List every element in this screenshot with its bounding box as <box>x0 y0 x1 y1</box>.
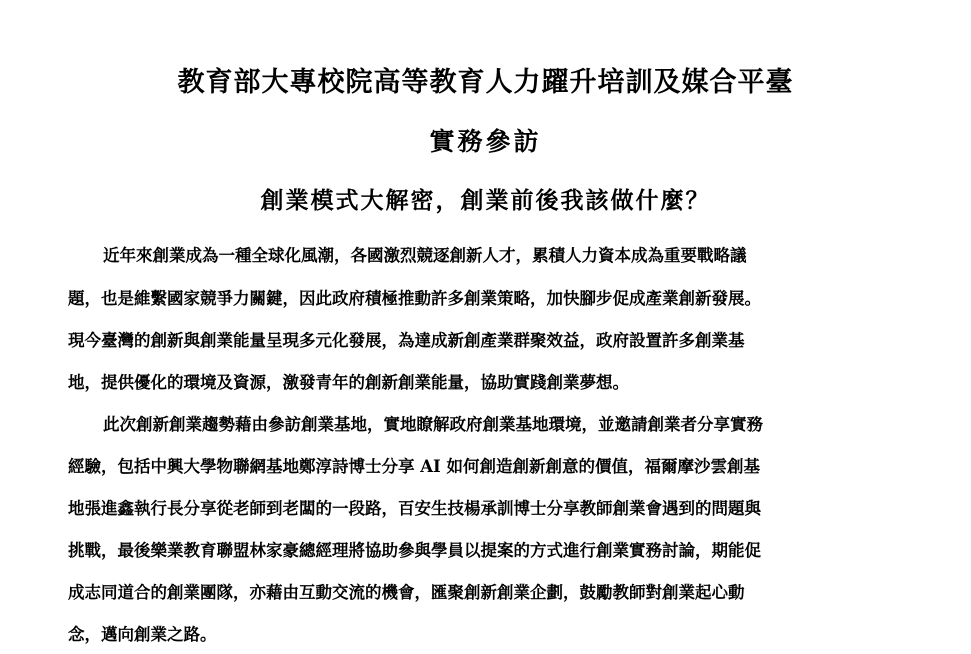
page-subtitle: 實務參訪 <box>429 127 542 156</box>
paragraph-1-line-2: 題，也是維繫國家競爭力關鍵，因此政府積極推動許多創業策略，加快腳步促成產業創新發展。 <box>68 289 761 308</box>
paragraph-1-line-3: 現今臺灣的創新與創業能量呈現多元化發展，為達成新創產業群聚效益，政府設置許多創業基 <box>68 331 745 350</box>
paragraph-2-line-2: 經驗，包括中興大學物聯網基地鄭淳詩博士分享 AI 如何創造創新創意的價值，福爾摩沙雲創基 <box>68 457 761 476</box>
paragraph-1-line-1: 近年來創業成為一種全球化風潮，各國激烈競逐創新人才，累積人力資本成為重要戰略議 <box>103 246 747 265</box>
paragraph-2-line-4: 挑戰，最後樂業教育聯盟林家豪總經理將協助參與學員以提案的方式進行創業實務討論，期能促 <box>68 541 761 560</box>
paragraph-2-line-6: 念，邁向創業之路。 <box>68 625 217 644</box>
paragraph-2-line-3: 地張進鑫執行長分享從老師到老闆的一段路，百安生技楊承訓博士分享教師創業會遇到的問題與 <box>68 499 761 518</box>
paragraph-2-line-5: 成志同道合的創業團隊，亦藉由互動交流的機會，匯聚創新創業企劃，鼓勵教師對創業起心動 <box>68 583 745 602</box>
topic-heading: 創業模式大解密，創業前後我該做什麼？ <box>260 187 711 214</box>
paragraph-1-line-4: 地，提供優化的環境及資源，激發青年的創新創業能量，協助實踐創業夢想。 <box>68 373 629 392</box>
paragraph-2-line-1: 此次創新創業趨勢藉由參訪創業基地，實地瞭解政府創業基地環境，並邀請創業者分享實務 <box>103 415 763 434</box>
page-title: 教育部大專校院高等教育人力躍升培訓及媒合平臺 <box>177 67 794 98</box>
